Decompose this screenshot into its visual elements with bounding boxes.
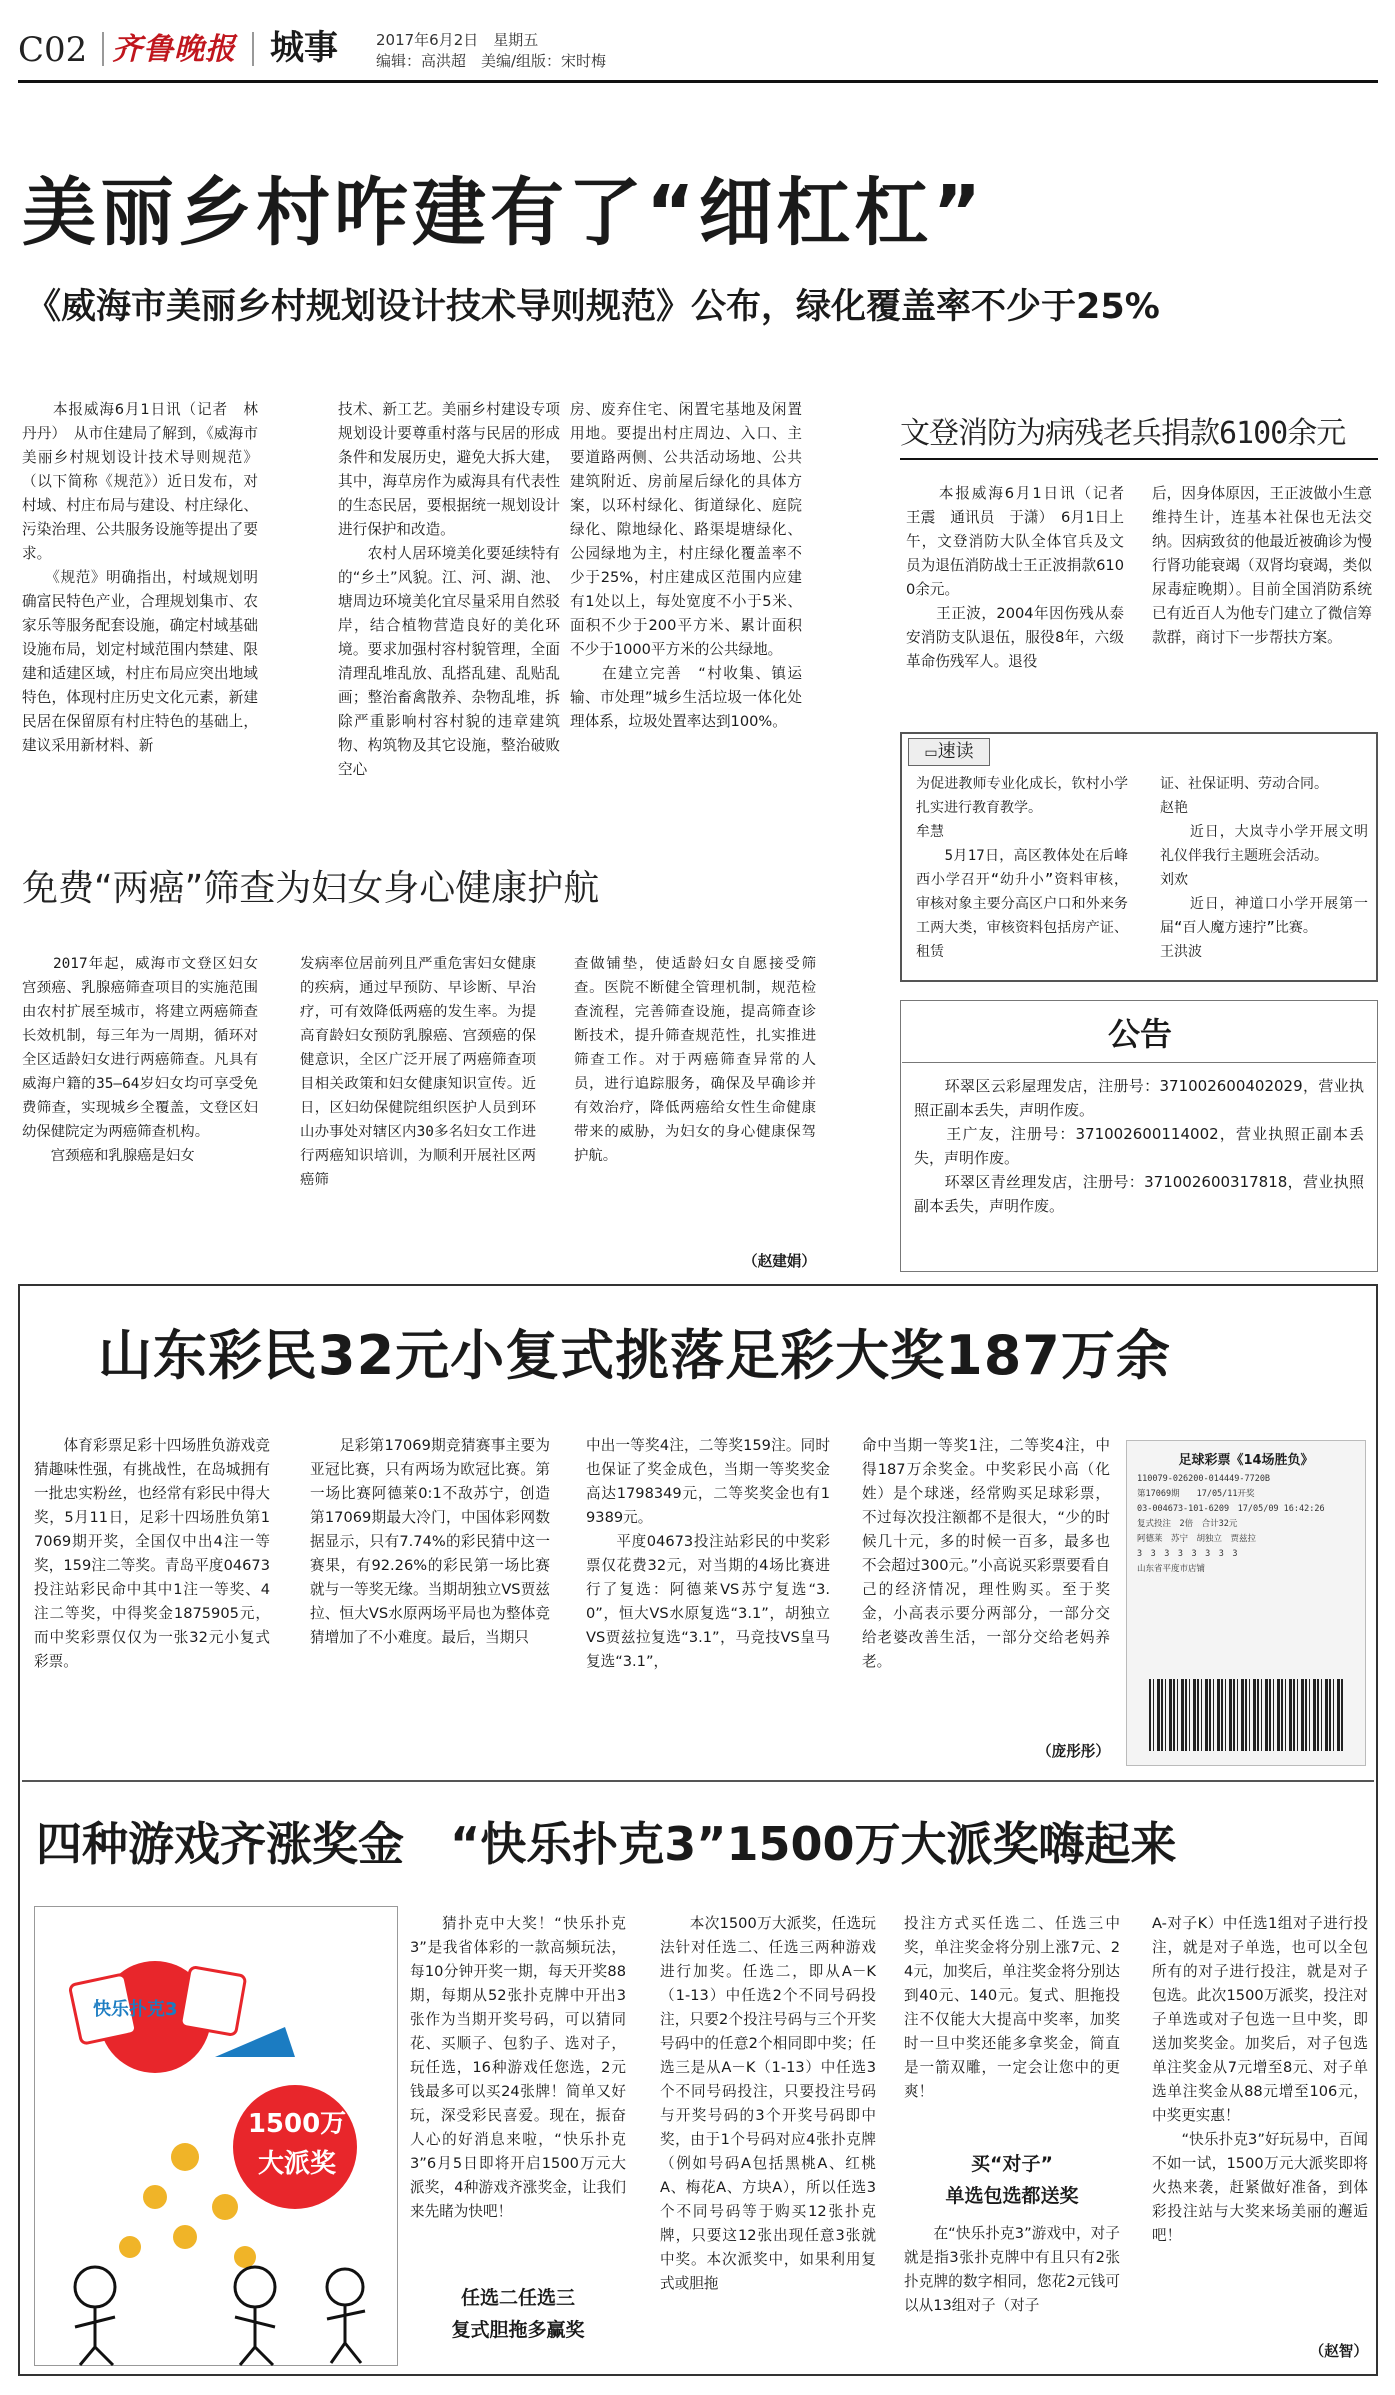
poker-col-3b: 在“快乐扑克3”游戏中，对子就是指3张扑克牌中有且只有2张扑克牌的数字相同，您花2元钱可以从13组对子（对子 <box>904 2225 1120 2314</box>
promo-badge-bottom: 大派奖 <box>257 2149 336 2179</box>
header-divider <box>252 32 254 66</box>
poker-col-1: 猜扑克中大奖！“快乐扑克3”是我省体彩的一款高频玩法，每10分钟开奖一期，每天开奖88期，每期从52张扑克牌中开出3张作为当期开奖号码，可以猜同花、买顺子、包豹子、选对子，玩任选，16种游戏任您选，2元钱最多可以买24张牌！简单又好玩，深受彩民喜爱。现在，振奋人心的好消息来啦，“快乐扑克3”6月5日即将开启1500万元大派奖，4种游戏齐涨奖金，让我们来先睹为快吧！ <box>410 1915 626 2220</box>
paper-logo: 齐鲁晚报 <box>112 32 236 67</box>
poker-byline: （赵智） <box>1309 2343 1368 2360</box>
notice-title: 公告 <box>1107 1015 1172 1053</box>
poker-promo-image <box>34 1906 398 2366</box>
ticket-line: 阿德莱 苏宁 胡独立 贾兹拉 <box>1137 1534 1257 1544</box>
lottery-col-4: 命中当期一等奖1注，二等奖4注，中得187万余奖金。中奖彩民小高（化姓）是个球迷，经常购买足球彩票，不过每次投注额都不是很大，“少的时候几十元，多的时候一百多，最多也不会超过300元。”小高说买彩票要看自己的经济情况，理性购买。至于奖金，小高表示要分两部分，一部分交给老婆改善生活，一部分交给老妈养老。 <box>862 1437 1110 1670</box>
briefs-tab <box>908 738 990 766</box>
header-rule <box>18 80 1378 83</box>
promo-logo: 快乐扑克3 <box>93 1999 178 2020</box>
screening-col-2: 发病率位居前列且严重危害妇女健康的疾病，通过早预防、早诊断、早治疗，可有效降低两癌的发生率。为提高育龄妇女预防乳腺癌、宫颈癌的保健意识，全区广泛开展了两癌筛查项目相关政策和妇女健康知识宣传。近日，区妇幼保健院组织医护人员到环山办事处对辖区内30多名妇女工作进行两癌知识培训，为顺利开展社区两癌筛 <box>300 956 536 1188</box>
poker-col-4: A-对子K）中任选1组对子进行投注，就是对子单选，也可以全包所有的对子进行投注，就是对子包选。此次1500万派奖，投注对子单选或对子包选一旦中奖，即送加奖奖金。加奖后，对子包选单注奖金从7元增至8元、对子单选单注奖金从88元增至106元，中奖更实惠！ “快乐扑克3”好玩易中，百闻不如一试，1500万元大派奖即将火热来袭，赶紧做好准备，到体彩投注站与大奖来场美丽的邂逅吧！ <box>1152 1915 1368 2244</box>
screening-headline: 免费“两癌”筛查为妇女身心健康护航 <box>22 868 600 909</box>
issue-date <box>376 30 538 50</box>
lottery-col-3: 中出一等奖4注，二等奖159注。同时也保证了奖金成色，当期一等奖奖金高达1798349元，二等奖奖金也有19389元。 平度04673投注站彩民的中奖彩票仅花费32元，对当期的4场比赛进行了复选：阿德莱VS苏宁复选“3.0”，恒大VS水原复选“3.1”，胡独立VS贾兹拉复选“3.1”，马竞技VS皇马复选“3.1”， <box>586 1437 830 1670</box>
ticket-line: 复式投注 2倍 合计32元 <box>1137 1519 1238 1529</box>
lottery-mid-rule <box>22 1780 1374 1782</box>
lottery-headline: 山东彩民32元小复式挑落足彩大奖187万余 <box>98 1324 1171 1387</box>
lead-col-1: 本报威海6月1日讯（记者 林丹丹） 从市住建局了解到，《威海市美丽乡村规划设计技术导则规范》（以下简称《规范》）近日发布，对村域、村庄布局与建设、村庄绿化、污染治理、公共服务设施等提出了要求。 《规范》明确指出，村域规划明确富民特色产业，合理规划集市、农家乐等服务配套设施，确定村域基础设施布局，划定村域范围内禁建、限建和适建区域，村庄布局应突出地域特色，体现村庄历史文化元素，新建民居在保留原有村庄特色的基础上，建议采用新材料、新 <box>22 401 258 754</box>
poker-subhead-2: 买“对子” 单选包选都送奖 <box>945 2153 1079 2207</box>
ticket-lines <box>1127 1472 1365 1577</box>
lottery-byline: （庞彤彤） <box>1037 1743 1110 1760</box>
screening-col-3: 查做铺垫，使适龄妇女自愿接受筛查。医院不断健全管理机制，规范检查流程，完善筛查设施，提高筛查诊断技术，提升筛查规范性，扎实推进筛查工作。对于两癌筛查异常的人员，进行追踪服务，确保及早确诊并有效治疗，降低两癌给女性生命健康带来的威胁，为妇女的身心健康保驾护航。 <box>574 956 816 1164</box>
lead-col-2: 技术、新工艺。美丽乡村建设专项规划设计要尊重村落与民居的形成条件和发展历史，避免大拆大建，其中，海草房作为威海具有代表性的生态民居，要根据统一规划设计进行保护和改造。 农村人居环境美化要延续特有的“乡土”风貌。江、河、湖、池、塘周边环境美化宜尽量采用自然驳岸，结合植物营造良好的美化环境。要求加强村容村貌管理，全面清理乱堆乱放、乱搭乱建、乱贴乱画；整治畜禽散养、杂物乱堆，拆除严重影响村容村貌的违章建筑物、构筑物及其它设施，整治破败空心 <box>338 401 560 778</box>
ticket-line: 第17069期 17/05/11开奖 <box>1137 1489 1255 1499</box>
ticket-line: 110079-026200-014449-7720B <box>1137 1474 1271 1484</box>
notice-rule <box>902 1062 1376 1063</box>
briefs-icon: ▭ <box>924 745 938 761</box>
fire-top-rule <box>900 458 1378 460</box>
ticket-line: 03-004673-101-6209 17/05/09 16:42:26 <box>1137 1504 1325 1514</box>
poker-subhead-1: 任选二任选三 复式胆拖多赢奖 <box>451 2287 585 2341</box>
ticket-barcode <box>1149 1679 1343 1751</box>
lead-subhead: 《威海市美丽乡村规划设计技术导则规范》公布，绿化覆盖率不少于25% <box>26 287 1160 327</box>
date: 2017年6月2日 <box>376 31 479 49</box>
weekday: 星期五 <box>493 31 539 49</box>
promo-badge-top: 1500万 <box>247 2109 347 2139</box>
lottery-ticket-image <box>1126 1440 1366 1766</box>
fire-col-2: 后，因身体原因，王正波做小生意维持生计，连基本社保也无法交纳。因病致贫的他最近被确诊为慢行肾功能衰竭（双肾均衰竭，类似尿毒症晚期）。目前全国消防系统已有近百人为他专门建立了微信筹款群，商讨下一步帮扶方案。 <box>1152 485 1372 646</box>
notice-body: 环翠区云彩屋理发店，注册号：371002600402029，营业执照正副本丢失，声明作废。 王广友，注册号：371002600114002，营业执照正副本丢失，声明作废。 环翠区青丝理发店，注册号：371002600317818，营业执照副本丢失，声明作废。 <box>914 1077 1364 1215</box>
poker-col-3: 投注方式买任选二、任选三中奖，单注奖金将分别上涨7元、24元，加奖后，单注奖金将分别达到40元、140元。复式、胆拖投注不仅能大大提高中奖率，加奖时一旦中奖还能多拿奖金，简直是一箭双雕，一定会让您中的更爽！ <box>904 1915 1120 2100</box>
ticket-line: 3 3 3 3 3 3 3 3 <box>1137 1549 1238 1559</box>
screening-col-1: 2017年起，威海市文登区妇女宫颈癌、乳腺癌筛查项目的实施范围由农村扩展至城市，将建立两癌筛查长效机制，每三年为一周期，循环对全区适龄妇女进行两癌筛查。凡具有威海户籍的35—64岁妇女均可享受免费筛查，实现城乡全覆盖，文登区妇幼保健院定为两癌筛查机构。 宫颈癌和乳腺癌是妇女 <box>22 956 258 1164</box>
lottery-col-2: 足彩第17069期竞猜赛事主要为亚冠比赛，只有两场为欧冠比赛。第一场比赛阿德莱0:1不敌苏宁，创造第17069期最大冷门，中国体彩网数据显示，只有7.74%的彩民猜中这一赛果，有92.26%的彩民第一场比赛就与一等奖无缘。当期胡独立VS贾兹拉、恒大VS水原两场平局也为整体竞猜增加了不小难度。最后，当期只 <box>310 1437 550 1646</box>
ticket-line: 山东省平度市店铺 <box>1137 1564 1206 1574</box>
page-number: C02 <box>18 30 88 70</box>
lead-col-3: 房、废弃住宅、闲置宅基地及闲置用地。要提出村庄周边、入口、主要道路两侧、公共活动场地、公共建筑附近、房前屋后绿化的具体方案，以环村绿化、街道绿化、庭院绿化、隙地绿化、路渠堤塘绿化、公园绿地为主，村庄绿化覆盖率不少于25%，村庄建成区范围内应建有1处以上，每处宽度不小于5米、面积不少于200平方米、累计面积不少于1000平方米的公共绿地。 在建立完善 “村收集、镇运输、市处理”城乡生活垃圾一体化处理体系，垃圾处置率达到100%。 <box>570 401 802 730</box>
ticket-title: 足球彩票《14场胜负》 <box>1178 1453 1314 1468</box>
section-title: 城事 <box>270 28 338 68</box>
poker-headline: 四种游戏齐涨奖金 “快乐扑克3”1500万大派奖嗨起来 <box>36 1817 1177 1871</box>
fire-headline: 文登消防为病残老兵捐款6100余元 <box>900 416 1346 451</box>
screening-byline: （赵建娟） <box>743 1253 816 1270</box>
header-divider <box>102 32 104 66</box>
briefs-col-2: 证、社保证明、劳动合同。 赵艳 近日，大岚寺小学开展文明礼仪伴我行主题班会活动。 刘欢 近日，神道口小学开展第一届“百人魔方速拧”比赛。 王洪波 <box>1160 776 1368 960</box>
lead-headline: 美丽乡村咋建有了“细杠杠” <box>22 170 986 256</box>
poker-col-2: 本次1500万大派奖，任选玩法针对任选二、任选三两种游戏进行加奖。任选二，即从A－K（1-13）中任选2个不同号码投注，只要2个投注号码与三个开奖号码中的任意2个相同即中奖；任选三是从A－K（1-13）中任选3个不同号码投注，只要投注号码与开奖号码的3个开奖号码即中奖，由于1个号码对应4张扑克牌（例如号码A包括黑桃A、红桃A、梅花A、方块A），所以任选3个不同号码等于购买12张扑克牌，只要这12张出现任意3张就中奖。本次派奖中，如果利用复式或胆拖 <box>660 1915 876 2292</box>
fire-col-1: 本报威海6月1日讯（记者 王震 通讯员 于潇） 6月1日上午，文登消防大队全体官兵及文员为退伍消防战士王正波捐款6100余元。 王正波，2004年因伤残从泰安消防支队退伍，服役8年，六级革命伤残军人。退役 <box>906 485 1124 670</box>
briefs-label: 速读 <box>937 741 974 762</box>
briefs-col-1: 为促进教师专业化成长，钦村小学扎实进行教育教学。 牟慧 5月17日，高区教体处在后峰西小学召开“幼升小”资料审核，审核对象主要分高区户口和外来务工两大类，审核资料包括房产证、租赁 <box>916 776 1128 960</box>
lottery-col-1: 体育彩票足彩十四场胜负游戏竞猜趣味性强，有挑战性，在岛城拥有一批忠实粉丝，也经常有彩民中得大奖，5月11日，足彩十四场胜负第17069期开奖，全国仅中出4注一等奖，159注二等奖。青岛平度04673投注站彩民命中其中1注一等奖、4注二等奖，中得奖金1875905元，而中奖彩票仅仅为一张32元小复式彩票。 <box>34 1437 270 1670</box>
editor-credits: 编辑：高洪超 美编/组版：宋时梅 <box>376 52 607 70</box>
